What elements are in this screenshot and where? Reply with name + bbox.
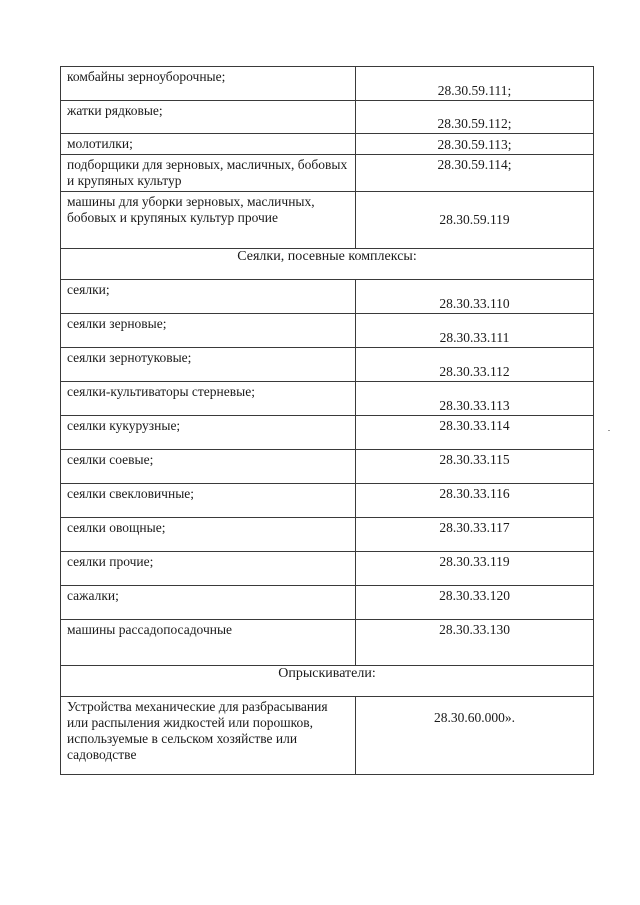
row-code: 28.30.33.119 bbox=[356, 552, 594, 586]
table-row bbox=[61, 155, 594, 192]
row-name: сеялки свекловичные; bbox=[61, 484, 356, 518]
section-title: Опрыскиватели: bbox=[61, 666, 594, 697]
table-row bbox=[61, 192, 594, 249]
row-code: 28.30.59.111; bbox=[356, 67, 594, 101]
section-header-row bbox=[61, 249, 594, 280]
table-row bbox=[61, 552, 594, 586]
row-name: машины рассадопосадочные bbox=[61, 620, 356, 666]
table-row bbox=[61, 416, 594, 450]
row-code: 28.30.59.114; bbox=[356, 155, 594, 192]
row-code: 28.30.33.112 bbox=[356, 348, 594, 382]
table-row bbox=[61, 67, 594, 101]
row-name: жатки рядковые; bbox=[61, 101, 356, 134]
row-name: сеялки зерновые; bbox=[61, 314, 356, 348]
row-name: сеялки прочие; bbox=[61, 552, 356, 586]
table-row bbox=[61, 314, 594, 348]
row-code: 28.30.33.117 bbox=[356, 518, 594, 552]
row-name: сеялки кукурузные; bbox=[61, 416, 356, 450]
row-code: 28.30.60.000». bbox=[356, 697, 594, 775]
table-row bbox=[61, 280, 594, 314]
row-name: сеялки овощные; bbox=[61, 518, 356, 552]
row-name: молотилки; bbox=[61, 134, 356, 155]
row-code: 28.30.33.120 bbox=[356, 586, 594, 620]
table-row bbox=[61, 382, 594, 416]
row-code: 28.30.59.112; bbox=[356, 101, 594, 134]
table-row bbox=[61, 697, 594, 775]
row-code: 28.30.59.119 bbox=[356, 192, 594, 249]
table-row bbox=[61, 620, 594, 666]
classification-table bbox=[60, 66, 594, 775]
table-row bbox=[61, 484, 594, 518]
table-row bbox=[61, 101, 594, 134]
row-code: 28.30.59.113; bbox=[356, 134, 594, 155]
row-name: комбайны зерноуборочные; bbox=[61, 67, 356, 101]
row-code: 28.30.33.115 bbox=[356, 450, 594, 484]
row-name: машины для уборки зерновых, масличных, бобовых и крупяных культур прочие bbox=[61, 192, 356, 249]
row-name: сеялки-культиваторы стерневые; bbox=[61, 382, 356, 416]
row-code: 28.30.33.110 bbox=[356, 280, 594, 314]
row-code: 28.30.33.113 bbox=[356, 382, 594, 416]
table-row bbox=[61, 518, 594, 552]
table-row bbox=[61, 134, 594, 155]
row-name: подборщики для зерновых, масличных, бобовых и крупяных культур bbox=[61, 155, 356, 192]
section-title: Сеялки, посевные комплексы: bbox=[61, 249, 594, 280]
table-row bbox=[61, 450, 594, 484]
scan-speck bbox=[608, 430, 610, 431]
row-name: сажалки; bbox=[61, 586, 356, 620]
row-name: сеялки; bbox=[61, 280, 356, 314]
section-header-row bbox=[61, 666, 594, 697]
row-code: 28.30.33.130 bbox=[356, 620, 594, 666]
row-name: Устройства механические для разбрасывания или распыления жидкостей или порошков, используемые в сельском хозяйстве или садоводстве bbox=[61, 697, 356, 775]
row-name: сеялки зернотуковые; bbox=[61, 348, 356, 382]
row-code: 28.30.33.111 bbox=[356, 314, 594, 348]
table-row bbox=[61, 586, 594, 620]
row-name: сеялки соевые; bbox=[61, 450, 356, 484]
table-row bbox=[61, 348, 594, 382]
row-code: 28.30.33.114 bbox=[356, 416, 594, 450]
row-code: 28.30.33.116 bbox=[356, 484, 594, 518]
